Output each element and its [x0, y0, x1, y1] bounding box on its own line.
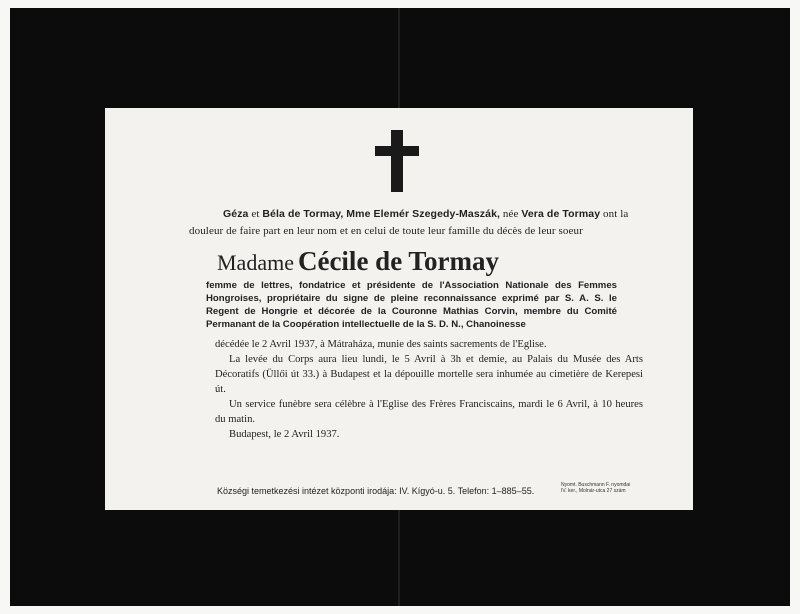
title-prefix: Madame [217, 250, 294, 275]
printer-imprint [561, 482, 661, 494]
funeral-notice-card [105, 108, 693, 510]
families-line-1 [223, 206, 683, 222]
family-name: Béla de Tormay, [262, 208, 344, 220]
conjunction: et [251, 208, 260, 220]
family-name: Vera de Tormay [521, 208, 601, 220]
cross-icon [391, 130, 403, 192]
funeral-details: La levée du Corps aura lieu lundi, le 5 Avril à 3h et demie, au Palais du Musée des Arts Décoratifs (Üllői út 33.) à Budapest et la dépouille mortelle sera inhumée au cimetière de Kerepesi út. [215, 354, 643, 395]
description-line: Hongroises, propriétaire du signe de pleine reconnaissance exprimé par S. A. S. le [206, 293, 617, 304]
family-name: Mme Elemér Szegedy-Maszák, [346, 208, 501, 220]
notice-body [215, 337, 643, 442]
death-statement: décédée le 2 Avril 1937, à Mátraháza, munie des saints sacrements de l'Eglise. [215, 339, 547, 350]
printer-line: Nyomt. Buschmann F. nyomdai [561, 482, 631, 488]
deceased-description [206, 279, 617, 331]
place-date: Budapest, le 2 Avril 1937. [229, 429, 340, 440]
printer-line: IV. ker., Molnár-utca 27 szám [561, 488, 626, 494]
funeral-home-footer: Községi temetkezési intézet központi irodája: IV. Kígyó-u. 5. Telefon: 1–885–55. [217, 486, 535, 496]
nee-word: née [502, 208, 519, 220]
family-name: Géza [223, 208, 249, 220]
description-line: Regent de Hongrie et décorée de la Couronne Mathias Corvin, membre du Comité [206, 306, 617, 317]
deceased-name: Cécile de Tormay [297, 246, 499, 276]
description-line: Permanant de la Coopération intellectuelle de la S. D. N., Chanoinesse [206, 319, 526, 330]
cross-icon-bar [375, 146, 419, 156]
verb-phrase: ont la [603, 208, 629, 220]
service-details: Un service funèbre sera célèbre à l'Eglise des Frères Franciscains, mardi le 6 Avril, à 10 heures du matin. [215, 399, 643, 425]
description-line: femme de lettres, fondatrice et présidente de l'Association Nationale des Femmes [206, 280, 617, 291]
families-line-2: douleur de faire part en leur nom et en celui de toute leur famille du décès de leur soeur [189, 225, 583, 237]
deceased-title [217, 246, 597, 277]
